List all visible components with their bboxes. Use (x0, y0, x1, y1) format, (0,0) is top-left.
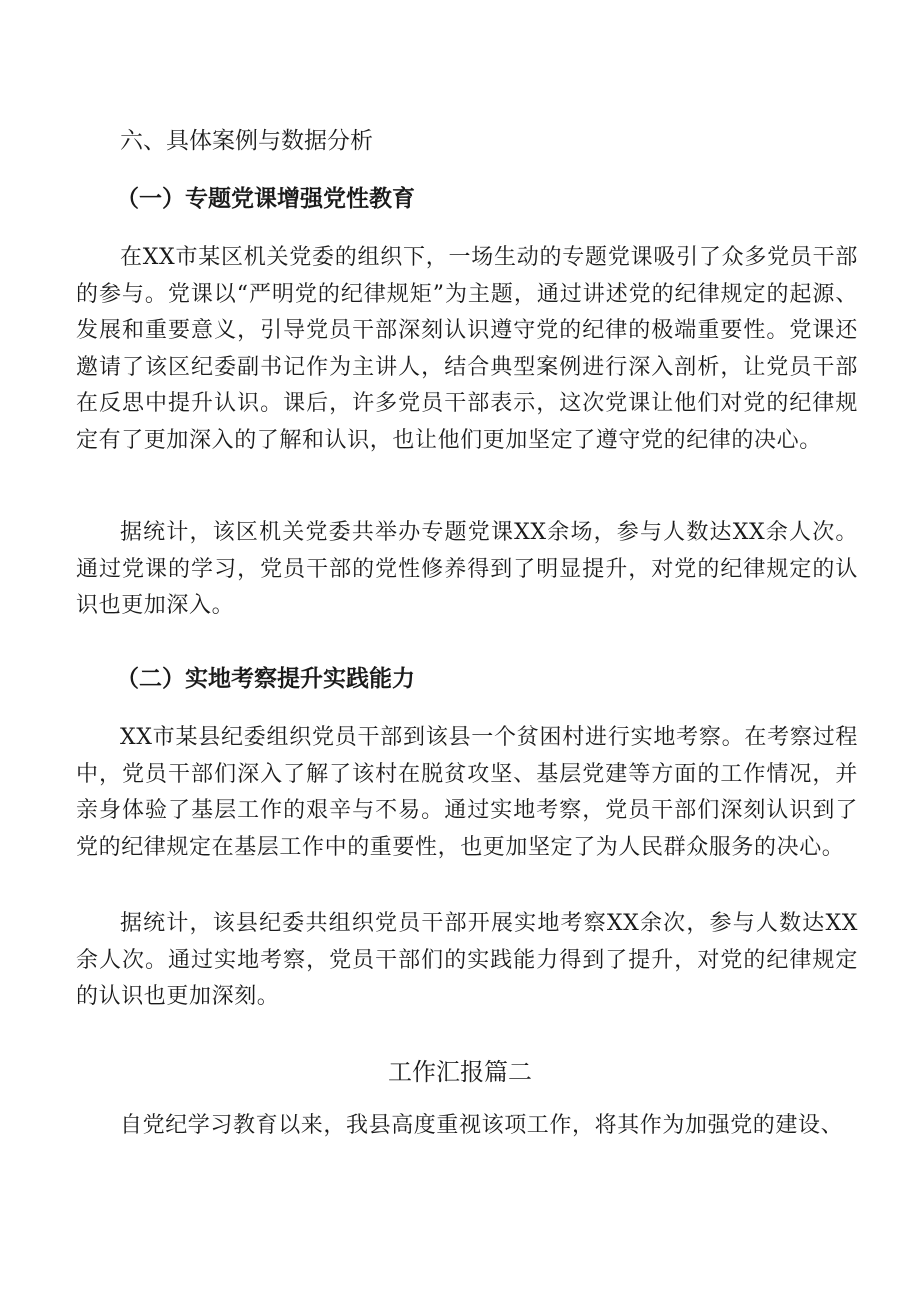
subsection-2-heading: （二）实地考察提升实践能力 (116, 666, 415, 692)
subsection-2-paragraph-2: 据统计，该县纪委共组织党员干部开展实地考察XX余次，参与人数达XX余人次。通过实地考察，党员干部们的实践能力得到了提升，对党的纪律规定的认识也更加深刻。 (76, 911, 858, 1009)
subsection-1-paragraph-1: 在XX市某区机关党委的组织下，一场生动的专题党课吸引了众多党员干部的参与。党课以“严明党的纪律规矩”为主题，通过讲述党的纪律规定的起源、发展和重要意义，引导党员干部深刻认识遵守党的纪律的极端重要性。党课还邀请了该区纪委副书记作为主讲人，结合典型案例进行深入剖析，让党员干部在反思中提升认识。课后，许多党员干部表示，这次党课让他们对党的纪律规定有了更加深入的了解和认识，也让他们更加坚定了遵守党的纪律的决心。 (76, 245, 858, 453)
subsection-2-paragraph-1: XX市某县纪委组织党员干部到该县一个贫困村进行实地考察。在考察过程中，党员干部们深入了解了该村在脱贫攻坚、基层党建等方面的工作情况，并亲身体验了基层工作的艰辛与不易。通过实地考察，党员干部们深刻认识到了党的纪律规定在基层工作中的重要性，也更加坚定了为人民群众服务的决心。 (76, 725, 858, 860)
section-heading: 六、具体案例与数据分析 (120, 128, 373, 154)
subsection-1-paragraph-2: 据统计，该区机关党委共举办专题党课XX余场，参与人数达XX余人次。通过党课的学习，党员干部的党性修养得到了明显提升，对党的纪律规定的认识也更加深入。 (76, 520, 858, 618)
closing-paragraph: 自党纪学习教育以来，我县高度重视该项工作，将其作为加强党的建设、 (120, 1113, 844, 1138)
document-title: 工作汇报篇二 (388, 1058, 532, 1086)
subsection-1-heading: （一）专题党课增强党性教育 (116, 186, 415, 212)
